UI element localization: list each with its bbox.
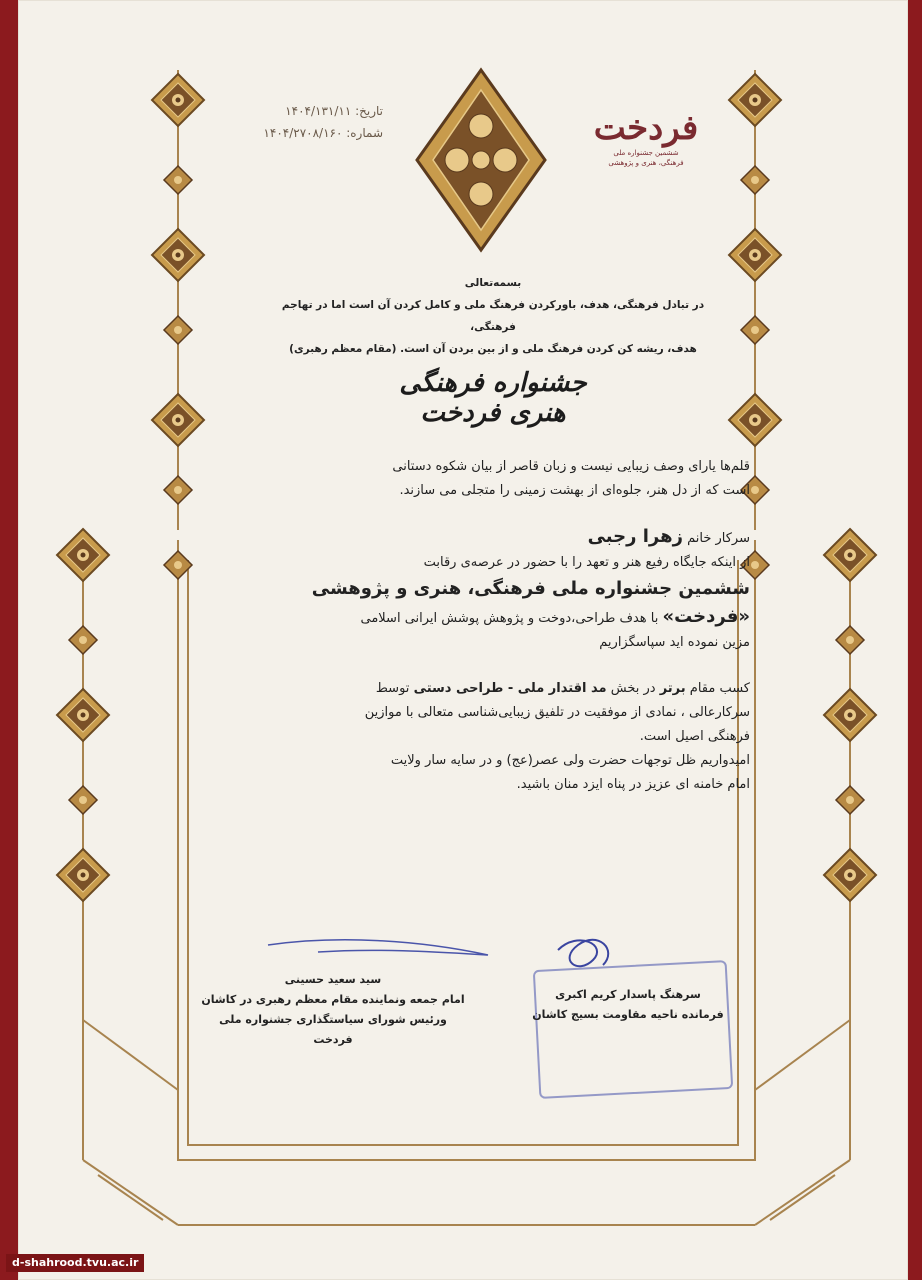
signer-right-title-1: فرمانده ناحیه مقاومت بسیج کاشان: [532, 1008, 724, 1021]
para-7: امام خامنه ای عزیز در پناه ایزد منان باشید.: [516, 777, 750, 792]
para-1: از اینکه جایگاه رفیع هنر و تعهد را با حضور در عرصه‌ی رقابت: [423, 555, 750, 570]
document-dates: [243, 100, 383, 144]
award-category: مد اقتدار ملی - طراحی دستی: [413, 681, 607, 696]
signer-left-title-1: امام جمعه ونماینده مقام معظم رهبری در کاشان: [201, 993, 465, 1006]
quote-line-1: در تبادل فرهنگی، هدف، باورکردن فرهنگ ملی و کامل کردن آن است اما در تهاجم فرهنگی،: [281, 299, 705, 333]
official-stamp: [533, 960, 733, 1099]
signer-left-title-2: ورئیس شورای سیاستگذاری جشنواره ملی فردخت: [219, 1013, 447, 1046]
salutation: [228, 523, 750, 551]
fardokht-logo: [586, 108, 706, 168]
para-5: فرهنگی اصیل است.: [639, 729, 750, 744]
para-6: امیدواریم ظل توجهات حضرت ولی عصر(عج) و در سایه سار ولایت: [390, 753, 750, 768]
recipient-name: زهرا رجبی: [587, 526, 683, 547]
signature-left: [198, 970, 468, 1050]
logo-mark: فردخت: [593, 108, 699, 148]
para-2: با هدف طراحی،دوخت و پژوهش پوشش ایرانی اسلامی: [360, 611, 659, 626]
award-rank: برتر: [659, 681, 686, 696]
logo-subtitle-2: فرهنگی، هنری و پژوهشی: [608, 159, 684, 167]
signature-right: [518, 985, 738, 1025]
certificate-body: [228, 455, 750, 797]
para-3: مزین نموده اید سپاسگزاریم: [599, 635, 750, 650]
header-quote: [278, 272, 708, 360]
bismillah: بسمه‌تعالی: [464, 277, 522, 289]
intro-line-1: قلم‌ها یارای وصف زیبایی نیست و زبان قاصر از بیان شکوه دستانی: [392, 459, 750, 474]
award-suffix: توسط: [375, 681, 410, 696]
award-prefix: کسب مقام: [689, 681, 750, 696]
award-mid: در بخش: [610, 681, 656, 696]
signer-right-name: سرهنگ پاسدار کریم اکبری: [555, 988, 701, 1001]
para-4: سرکارعالی ، نمادی از موفقیت در تلفیق زیبایی‌شناسی متعالی با موازین: [364, 705, 750, 720]
award-line: [228, 677, 750, 701]
salutation-prefix: سرکار خانم: [687, 531, 750, 546]
site-watermark: d-shahrood.tvu.ac.ir: [6, 1254, 144, 1272]
festival-calligraphy-title: جشنواره فرهنگی هنری فردخت: [399, 368, 587, 428]
number-line: شماره: ۱۴۰۴/۲۷۰۸/۱۶۰: [263, 126, 383, 140]
intro-line-2: است که از دل هنر، جلوه‌ای از بهشت زمینی را متجلی می سازند.: [399, 483, 750, 498]
certificate-sheet: [18, 0, 908, 1280]
fardokht-quote: «فردخت»: [662, 606, 750, 627]
quote-line-2: هدف، ریشه کن کردن فرهنگ ملی و از بین بردن آن است. (مقام معظم رهبری): [289, 343, 697, 355]
signer-left-name: سید سعید حسینی: [284, 973, 382, 986]
date-line: تاریخ: ۱۴۰۴/۱۳۱/۱۱: [285, 104, 383, 118]
para-2-line: [228, 603, 750, 631]
logo-subtitle-1: ششمین جشنواره ملی: [613, 149, 679, 157]
festival-full-name: ششمین جشنواره ملی فرهنگی، هنری و پژوهشی: [311, 578, 750, 599]
